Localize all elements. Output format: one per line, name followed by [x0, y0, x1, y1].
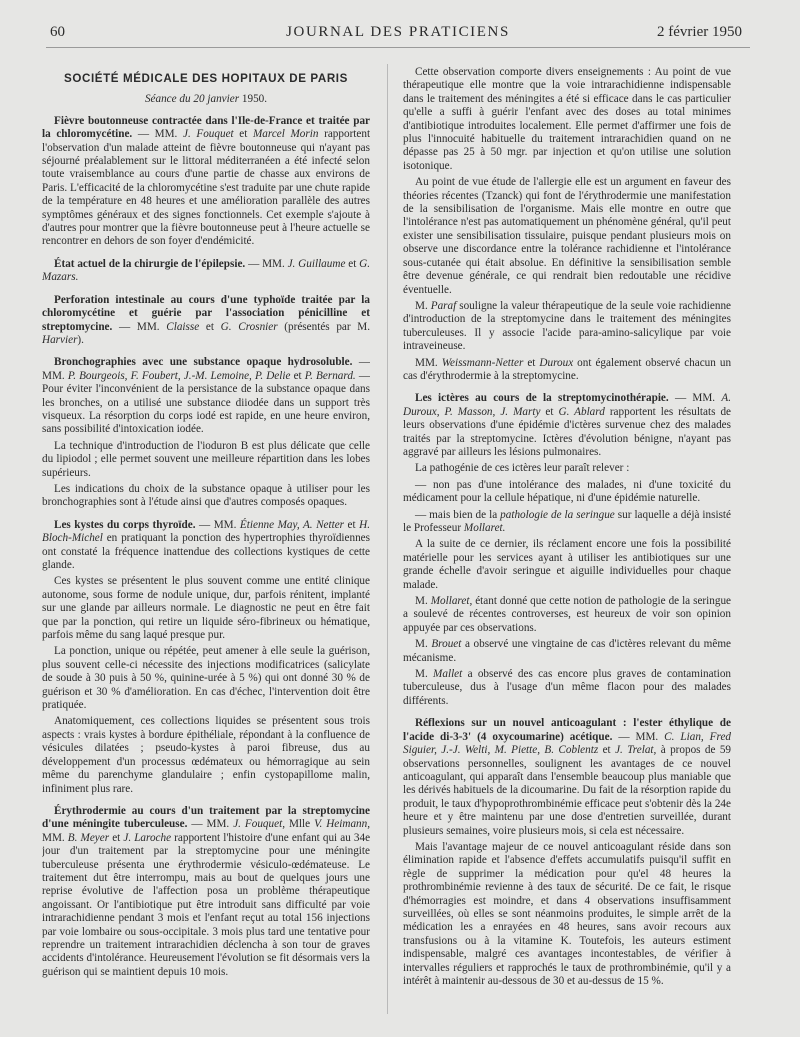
- author: B. Meyer: [67, 831, 110, 844]
- entry-anticoagulant: Réflexions sur un nouvel anticoagulant : l'ester éthylique de l'acide di-3-3' (4 oxycoumarine) acétique. — MM. C. Lian, Fred Siguier, J.-J. Welti, M. Piette, B. Coblentz et J. Trelat, à propos de 59 observations personnelles, soulignent les avantages de ce nouvel anticoagulant, qui apparaît dans l'ensemble beaucoup plus maniable que les dérivés habituels de la dicoumarine. Du fait de la résorption rapide du produit, le taux d'hypoprothrombinémie efficace peut s'obtenir dès la 24e heure et y être maintenu par une dose d'entretien surveillée, durant plusieurs semaines, voire plusieurs mois, si cela est nécessaire. Mais l'avantage majeur de ce nouvel anticoagulant réside dans son élimination rapide et l'absence d'effets accumulatifs puisqu'il suffit en règle de supprimer la médication pour qu'el 48 heures la prothrombinémie revienne à des taux de sécurité. De ce fait, le risque d'hémorragies est moindre, et dans 4 observations insuffisamment surveillées, où elles se sont néanmoins produites, le simple arrêt de la médication les a enrayées en 48 heures, sans avoir recours aux transfusions ou à la vitamine K. Toutefois, les auteurs estiment indispensable, malgré ces avantages incontestables, de vérifier à intervalles réguliers et rapprochés le taux de prothrombinémie, qu'il y a intérêt à maintenir au-dessous de 30 et au-dessus de 15 %.: [403, 717, 731, 987]
- author-list: C. Lian, Fred Siguier, J.-J. Welti, M. Piette, B. Coblentz: [403, 730, 731, 757]
- author-list: P. Bourgeois, F. Foubert, J.-M. Lemoine, P. Delie: [67, 369, 291, 382]
- paragraph: Ces kystes se présentent le plus souvent comme une entité clinique autonome, sous forme de nodule unique, dur, parfois rénitent, implanté sur une glande par ailleurs normale. Le diagnostic ne peut en être fait que par la ponction, qui retire un liquide séro-fibrineux ou hématique, parfois même du sang laqué presque pur.: [42, 575, 370, 642]
- header-rule: [46, 47, 750, 48]
- entry-title: État actuel de la chirurgie de l'épilepsie.: [54, 257, 246, 270]
- paragraph: M. Brouet a observé une vingtaine de cas d'ictères relevant du même mécanisme.: [403, 638, 731, 664]
- author: P. Bernard.: [304, 369, 356, 382]
- entry-text: rapportent l'observation d'un malade atteint de fièvre boutonneuse qui n'ayant pas séjourné préalablement sur le littoral méditerranéen a été infecté selon toute vraisemblance au cours d'une partie de chasse aux environs de Paris. L'efficacité de la chloromycétine s'est traduite par une chute rapide de la température en 48 heures et une amélioration parallèle des autres symptômes généraux et des signes fonctionnels. Cet exemple s'ajoute à d'autres pour montrer que la fièvre boutonneuse peut à l'heure actuelle se rencontrer en dehors de son foyer d'endémicité.: [42, 128, 370, 248]
- entry-title: Bronchographies avec une substance opaque hydrosoluble.: [54, 356, 353, 369]
- author: J. Fouquet: [182, 128, 234, 141]
- author: G. Mazars.: [42, 257, 370, 284]
- author: H. Bloch-Michel: [42, 518, 370, 545]
- paragraph: Cette observation comporte divers enseignements : Au point de vue thérapeutique elle montre que la voie intrarachidienne indispensable dans le traitement des méningites a été si efficace dans le cas particulier qu'elle a suffi à guérir l'enfant avec des doses au total minimes d'antibiotique introduites localement. Elle permet d'affirmer une fois de plus l'innocuité habituelle du traitement intrarachidien quand on ne dépasse pas 25 à 50 mgr. par injection et qu'on utilise une solution isotonique.: [403, 66, 731, 172]
- page-header: [46, 24, 750, 46]
- paragraph: — mais bien de la pathologie de la seringue sur laquelle a déjà insisté le Professeur Mollaret.: [403, 508, 731, 534]
- entry-bronchographies: Bronchographies avec une substance opaque hydrosoluble. — MM. P. Bourgeois, F. Foubert, J.-M. Lemoine, P. Delie et P. Bernard. — Pour éviter l'inconvénient de la persistance de la substance opaque dans les bronches, on a utilisé une substance diiodée dans un support très visqueux. La résorption du corps iodé est rapide, en une heure environ, sans possibilité d'intoxication iodée. La technique d'introduction de l'ioduron B est plus délicate que celle du lipiodol ; elle permet souvent une meilleure répartition dans les lobes supérieurs. Les indications du choix de la substance opaque à utiliser pour les bronchographies sont à l'étude ainsi que d'autres composés opaques.: [42, 356, 370, 509]
- paragraph: M. Mollaret, étant donné que cette notion de pathologie de la seringue a soulevé de récentes controverses, est heureux de voir son opinion appuyée par ces observations.: [403, 595, 731, 634]
- entry-title: Érythrodermie au cours d'un traitement par la streptomycine d'une méningite tuberculeuse.: [42, 804, 370, 831]
- issue-date: 2 février 1950: [657, 24, 742, 40]
- entry-text: rapportent l'histoire d'une enfant qui au 34e jour d'un traitement par la streptomycine pour une méningite tuberculeuse présenta une érythrodermie vésiculo-œdémateuse. Le traitement dut être interrompu, mais au bout de quelques jours une reprise évolutive de l'affection posa un problème thérapeutique angoissant. Or l'antibiotique put être introduit sans difficulté par voie intrarachidienne pendant 3 mois et l'enfant reçut au total 156 injections par voie lombaire ou sous-occipitale. 3 mois plus tard une tentative pour reprendre un traitement intrarachidien déclencha à son tour de graves accidents d'intolérance. Heureusement l'évolution se fit désormais vers la guérison qui se maintient depuis 10 mois.: [42, 831, 370, 978]
- author: J. Trelat,: [615, 744, 657, 757]
- author: J. Laroche: [123, 831, 172, 844]
- entry-text: à propos de 59 observations personnelles, soulignent les avantages de ce nouvel anticoagulant, qui apparaît dans l'ensemble beaucoup plus maniable que les dérivés habituels de la dicoumarine. Du fait de la résorption rapide du produit, le taux d'hypoprothrombinémie efficace peut s'obtenir dès la 24e heure et y être maintenu par une dose d'entretien surveillée, durant plusieurs semaines, voire plusieurs mois, si cela est nécessaire.: [403, 744, 731, 837]
- entry-text: — Pour éviter l'inconvénient de la persistance de la substance opaque dans les bronches, on a utilisé une substance diiodée dans un support très visqueux. La résorption du corps iodé est rapide, en une heure environ, sans possibilité d'intoxication iodée.: [42, 369, 370, 436]
- author: Marcel Morin: [252, 128, 319, 141]
- paragraph: Anatomiquement, ces collections liquides se présentent sous trois aspects : vrais kystes à bordure épithéliale, répondant à la confluence de vésicules dilatées ; pseudo-kystes à paroi fibreuse, dus au développement d'un processus œdémateux ou hémorragique au sein même du parenchyme glandulaire ; enfin cystopapillome malin, infiniment plus rare.: [42, 715, 370, 795]
- paragraph: La pathogénie de ces ictères leur paraît relever :: [415, 462, 630, 475]
- author: G. Ablard: [558, 405, 605, 418]
- paragraph: M. Mallet a observé des cas encore plus graves de contamination tuberculeuse, dus à l'usage d'un même flacon pour des malades différents.: [403, 668, 731, 707]
- society-heading: SOCIÉTÉ MÉDICALE DES HOPITAUX DE PARIS: [64, 72, 348, 85]
- paragraph: Mais l'avantage majeur de ce nouvel anticoagulant réside dans son élimination rapide et l'absence d'effets accumulatifs puisqu'il suffit en règle de supprimer la médication pour qu'el 48 heures la prothrombinémie revienne à des taux de sécurité. De ce fait, le risque d'hémorragies est moindre, et dans 4 observations insuffisamment surveillées, où elles se sont néanmoins produites, le simple arrêt de la médication les a enrayées en 48 heures, sans avoir recours aux transfusions ou à la vitamine K. Toutefois, les auteurs estiment indispensable, malgré ces avantages incontestables, de vérifier à intervalles réguliers et rapprochés le taux de prothrombinémie, qu'il y a intérêt à maintenir au-dessous de 30 et au-dessus de 15 %.: [403, 840, 731, 987]
- column-divider: [387, 64, 388, 1014]
- author: Brouet: [431, 638, 462, 651]
- author: Weissmann-Netter: [441, 356, 524, 369]
- paragraph: Les indications du choix de la substance opaque à utiliser pour les bronchographies sont à l'étude ainsi que d'autres composés opaques.: [42, 482, 370, 509]
- session-line: Séance du 20 janvier 1950.: [144, 93, 268, 106]
- paragraph: — non pas d'une intolérance des malades, ni d'une toxicité du médicament pour la cellule hépatique, ni d'une épidémie naturelle.: [403, 478, 731, 505]
- paragraph: La technique d'introduction de l'ioduron B est plus délicate que celle du lipiodol ; elle permet souvent une meilleure répartition dans les lobes supérieurs.: [42, 439, 370, 479]
- paragraph: Au point de vue étude de l'allergie elle est un argument en faveur des théories récentes (Tzanck) qui font de l'érythrodermie une manifestation de la sensibilisation de l'organisme. Mais elle montre en outre que l'intolérance n'est pas automatiquement un phénomène général, qu'il peut exister une sensibilisation tissulaire, puisque pendant plusieurs mois on observe une discordance entre la tolérance rachidienne et l'intolérance sous-cutanée qui était absolue. En définitive la sensibilisation semble être devenue générale, ce qui rendrait bien redoutable une récidive éventuelle.: [403, 176, 731, 296]
- author: V. Heimann,: [314, 818, 370, 831]
- author: J. Fouquet,: [233, 818, 285, 831]
- entry-title: Fièvre boutonneuse contractée dans l'Ile-de-France et traitée par la chloromycétine.: [42, 114, 370, 141]
- paragraph: MM. Weissmann-Netter et Duroux ont également observé chacun un cas d'érythrodermie à la streptomycine.: [403, 356, 731, 382]
- left-column: [42, 66, 370, 1026]
- entry-title: Les kystes du corps thyroïde.: [54, 518, 196, 531]
- author: Paraf: [430, 299, 457, 312]
- author: Mollaret,: [430, 595, 473, 608]
- author: G. Crosnier: [220, 320, 278, 333]
- entry-title: Perforation intestinale au cours d'une typhoïde traitée par la chloromycétine et guérie par l'association pénicilline et streptomycine.: [42, 293, 370, 333]
- page-number: 60: [50, 24, 65, 40]
- paragraph: La ponction, unique ou répétée, peut amener à elle seule la guérison, plus souvent celle-ci nécessite des injections modificatrices (salicylate de soude à 30 puis à 50 %, quinine-urée à 5 %) qui ont donné 30 % de guérison et 30 % d'amélioration. En cas d'échec, l'intervention doit être pratiquée.: [42, 645, 370, 712]
- entry-title: Réflexions sur un nouvel anticoagulant : l'ester éthylique de l'acide di-3-3' (4 oxycoumarine) acétique.: [403, 717, 731, 743]
- entry-text: en pratiquant la ponction des hypertrophies thyroïdiennes ont constaté la fréquence inattendue des collections kystiques de cette glande.: [42, 532, 370, 571]
- paragraph: A la suite de ce dernier, ils réclament encore une fois la possibilité matérielle pour les services ayant à utiliser les antibiotiques sur une grande échelle d'avoir seringue et aiguille individuelles pour chaque malade.: [403, 538, 731, 591]
- author: Mollaret.: [463, 522, 506, 534]
- entry-fievre-boutonneuse: Fièvre boutonneuse contractée dans l'Ile-de-France et traitée par la chloromycétine. — MM. J. Fouquet et Marcel Morin rapportent l'observation d'un malade atteint de fièvre boutonneuse qui n'ayant pas séjourné préalablement sur le littoral méditerranéen a été infecté selon toute vraisemblance au cours d'une partie de chasse aux environs de Paris. L'efficacité de la chloromycétine s'est traduite par une chute rapide de la température en 48 heures et une amélioration parallèle des autres symptômes généraux et des signes fonctionnels. Cet exemple s'ajoute à d'autres pour montrer que la fièvre boutonneuse peut à l'heure actuelle se rencontrer en dehors de son foyer d'endémicité.: [42, 114, 370, 248]
- paragraph: M. Paraf souligne la valeur thérapeutique de la seule voie rachidienne d'introduction de la streptomycine dans le traitement des méningites tuberculeuses. Il y associe l'acide para-amino-salicylique par voie intraveineuse.: [403, 299, 731, 353]
- entry-kystes-thyroide: Les kystes du corps thyroïde. — MM. Étienne May, A. Netter et H. Bloch-Michel en pratiquant la ponction des hypertrophies thyroïdiennes ont constaté la fréquence inattendue des collections kystiques de cette glande. Ces kystes se présentent le plus souvent comme une entité clinique autonome, sous forme de nodule unique, dur, parfois rénitent, implanté sur une glande par ailleurs normale. Le diagnostic ne peut en être fait que par la ponction, qui retire un liquide séro-fibrineux ou hématique, parfois même du sang laqué presque pur. La ponction, unique ou répétée, peut amener à elle seule la guérison, plus souvent celle-ci nécessite des injections modificatrices (salicylate de soude à 30 puis à 50 %, quinine-urée à 5 %) qui ont donné 30 % de guérison et 30 % d'amélioration. En cas d'échec, l'intervention doit être pratiquée. Anatomiquement, ces collections liquides se présentent sous trois aspects : vrais kystes à bordure épithéliale, répondant à la confluence de vésicules dilatées ; pseudo-kystes à paroi fibreuse, dus au développement d'un processus œdémateux ou hémorragique au sein même du parenchyme glandulaire ; enfin cystopapillome malin, infiniment plus rare.: [42, 518, 370, 795]
- entry-chirurgie-epilepsie: État actuel de la chirurgie de l'épilepsie. — MM. J. Guillaume et G. Mazars.: [42, 257, 370, 284]
- author: Mallet: [433, 668, 463, 681]
- author: J. Guillaume: [287, 257, 346, 270]
- author-list: Étienne May, A. Netter: [239, 518, 345, 531]
- author-list: A. Duroux, P. Masson, J. Marty: [403, 392, 731, 418]
- right-column: [403, 66, 731, 1026]
- entry-title: Les ictères au cours de la streptomycinothérapie.: [415, 392, 669, 405]
- entry-text: rapportent les résultats de leurs observations d'une épidémie d'ictères survenue chez des malades traités par la streptomycine. Ictères d'évolution bénigne, n'ayant pas aggravé par ailleurs les lésions pulmonaires.: [403, 405, 731, 458]
- entry-erythrodermie: Érythrodermie au cours d'un traitement par la streptomycine d'une méningite tuberculeuse. — MM. J. Fouquet, Mlle V. Heimann, MM. B. Meyer et J. Laroche rapportent l'histoire d'une enfant qui au 34e jour d'un traitement par la streptomycine pour une méningite tuberculeuse présenta une érythrodermie vésiculo-œdémateuse. Le traitement dut être interrompu, mais au bout de quelques jours une reprise évolutive de l'affection posa un problème thérapeutique angoissant. Or l'antibiotique put être introduit sans difficulté par voie intrarachidienne pendant 3 mois et l'enfant reçut au total 156 injections par voie lombaire ou sous-occipitale. 3 mois plus tard une tentative pour reprendre un traitement intrarachidien déclencha à son tour de graves accidents d'intolérance. Heureusement l'évolution se fit désormais vers la guérison qui se maintient depuis 10 mois.: [42, 804, 370, 978]
- entry-icteres: Les ictères au cours de la streptomycinothérapie. — MM. A. Duroux, P. Masson, J. Marty et G. Ablard rapportent les résultats de leurs observations d'une épidémie d'ictères survenue chez des malades traités par la streptomycine. Ictères d'évolution bénigne, n'ayant pas aggravé par ailleurs les lésions pulmonaires. La pathogénie de ces ictères leur paraît relever : — non pas d'une intolérance des malades, ni d'une toxicité du médicament pour la cellule hépatique, ni d'une épidémie naturelle. — mais bien de la pathologie de la seringue sur laquelle a déjà insisté le Professeur Mollaret. A la suite de ce dernier, ils réclament encore une fois la possibilité matérielle pour les services ayant à utiliser les antibiotiques sur une grande échelle d'avoir seringue et aiguille individuelles pour chaque malade. M. Mollaret, étant donné que cette notion de pathologie de la seringue a soulevé de récentes controverses, est heureux de voir son opinion appuyée par ces observations. M. Brouet a observé une vingtaine de cas d'ictères relevant du même mécanisme. M. Mallet a observé des cas encore plus graves de contamination tuberculeuse, dus à l'usage d'un même flacon pour des malades différents.: [403, 392, 731, 707]
- journal-title: JOURNAL DES PRATICIENS: [286, 24, 510, 40]
- entry-perforation-intestinale: Perforation intestinale au cours d'une typhoïde traitée par la chloromycétine et guérie par l'association pénicilline et streptomycine. — MM. Claisse et G. Crosnier (présentés par M. Harvier).: [42, 293, 370, 346]
- author: Duroux: [539, 356, 574, 369]
- author: Claisse: [166, 320, 200, 333]
- author: Harvier: [42, 333, 78, 346]
